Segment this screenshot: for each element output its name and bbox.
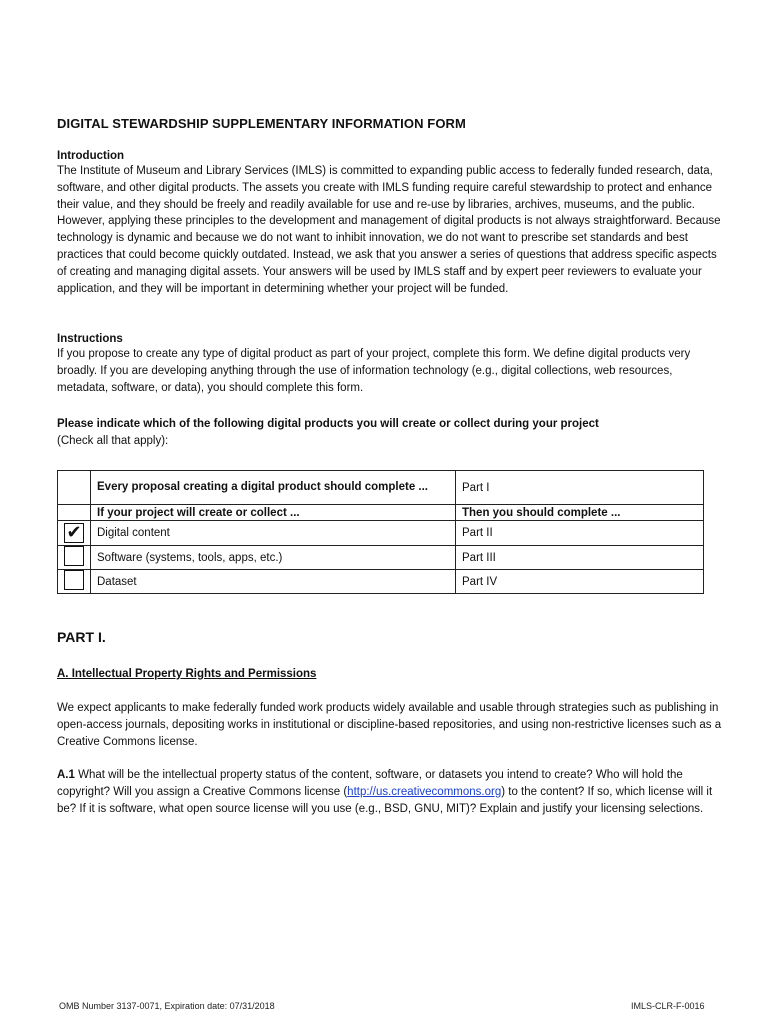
table-row-software — [58, 546, 704, 570]
instructions-section — [57, 333, 722, 396]
header-then-complete: Then you should complete ... — [456, 505, 704, 521]
form-title: DIGITAL STEWARDSHIP SUPPLEMENTARY INFORMATION FORM — [57, 116, 466, 131]
table-row-all-proposals — [58, 471, 704, 505]
empty-cell — [58, 471, 91, 505]
indicate-note: (Check all that apply): — [57, 434, 169, 447]
software-label: Software (systems, tools, apps, etc.) — [91, 546, 456, 570]
introduction-heading: Introduction — [57, 150, 125, 162]
indicate-bold-text: Please indicate which of the following digital products you will create or collect during your project — [57, 418, 599, 430]
introduction-text: The Institute of Museum and Library Services (IMLS) is committed to expanding public access to federally funded research, data, software, and other digital products. The assets you create with IMLS funding require careful stewardship to protect and enhance their value, and they should be freely and readily available for use and re-use by libraries, archives, museums, and the public. However, applying these principles to the development and management of digital products is not always straightforward. Because technology is dynamic and because we do not want to inhibit innovation, we do not want to prescribe set standards and best practices that could become quickly outdated. Instead, we ask that you answer a series of questions that address specific aspects of creating and managing digital assets. Your answers will be used by IMLS staff and by expert peer reviewers to evaluate your application, and they will be important in determining whether your project will be funded. — [57, 165, 721, 295]
header-create-collect: If your project will create or collect ... — [91, 505, 456, 521]
section-a-title: A. Intellectual Property Rights and Permissions — [57, 668, 317, 680]
indicate-products-prompt — [57, 416, 722, 450]
dataset-label: Dataset — [91, 570, 456, 594]
all-proposals-label: Every proposal creating a digital product should complete ... — [91, 471, 456, 505]
digital-content-part: Part II — [456, 521, 704, 546]
instructions-heading: Instructions — [57, 333, 123, 345]
instructions-text: If you propose to create any type of digital product as part of your project, complete this form. We define digital products very broadly. If you are developing anything through the use of information technology (e.g., digital collections, web resources, metadata, software, or data), you should complete this form. — [57, 348, 691, 394]
dataset-checkbox[interactable] — [64, 570, 84, 590]
digital-content-checkbox[interactable]: ✔ — [64, 523, 84, 543]
section-a-text: We expect applicants to make federally funded work products widely available and usable through strategies such as publishing in open-access journals, depositing works in institutional or discipline-based repositories, and using non-restrictive licenses such as a Creative Commons license. — [57, 702, 722, 748]
introduction-section — [57, 150, 722, 297]
question-a1 — [57, 767, 722, 817]
dataset-part: Part IV — [456, 570, 704, 594]
footer-form-id: IMLS-CLR-F-0016 — [631, 1001, 705, 1011]
digital-products-table — [57, 470, 704, 594]
a1-label: A.1 — [57, 769, 75, 781]
table-row-digital-content — [58, 521, 704, 546]
table-header-row — [58, 505, 704, 521]
table-row-dataset — [58, 570, 704, 594]
a1-text-part1: What will be the intellectual property status of the content, software, or datasets you intend to create? Who will hold the copyright? Will you assign a Creative Commons license ( — [57, 769, 683, 798]
part-one-title: PART I. — [57, 629, 106, 645]
software-part: Part III — [456, 546, 704, 570]
all-proposals-part: Part I — [456, 471, 704, 505]
digital-content-label: Digital content — [91, 521, 456, 546]
empty-cell — [58, 505, 91, 521]
software-checkbox[interactable] — [64, 546, 84, 566]
footer-omb: OMB Number 3137-0071, Expiration date: 07/31/2018 — [59, 1001, 275, 1011]
a1-text-part2: ) to the content? If so, which license will it be? If it is software, what open source license will you use (e.g., BSD, GNU, MIT)? Explain and justify your licensing selections. — [57, 785, 713, 815]
creative-commons-link[interactable]: http://us.creativecommons.org — [347, 785, 502, 798]
